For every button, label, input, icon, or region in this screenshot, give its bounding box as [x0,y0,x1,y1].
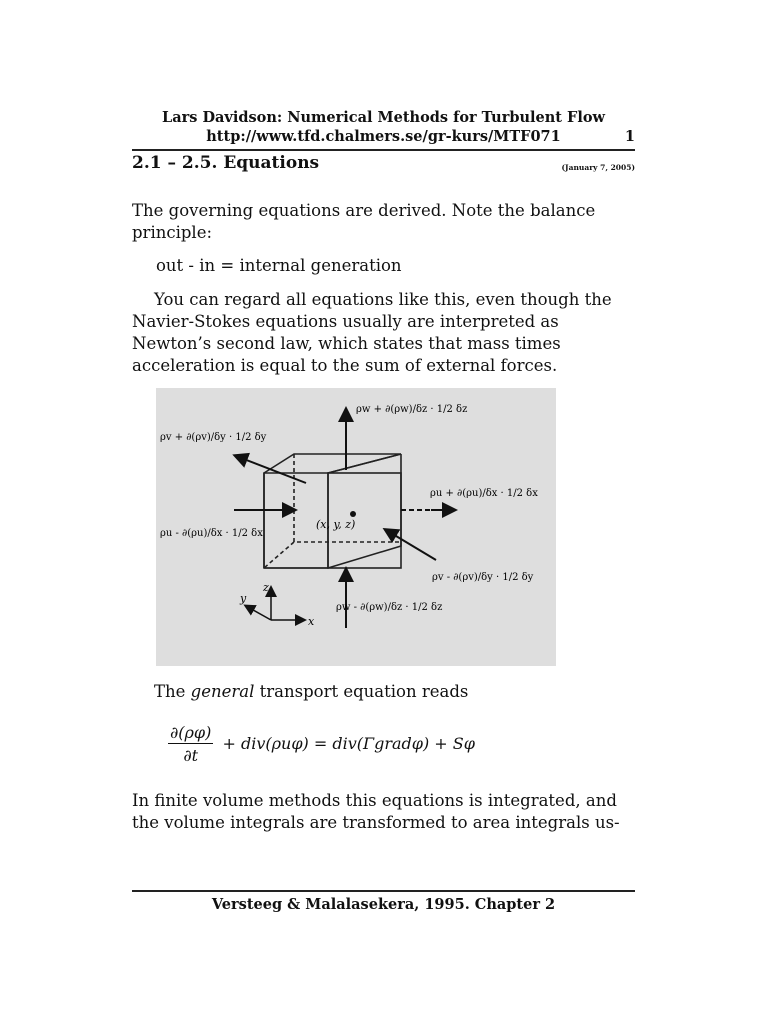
flux-top-label: ρw + ∂(ρw)/δz · 1/2 δz [356,404,468,415]
control-volume-figure [156,388,556,666]
transport-equation [168,723,475,765]
paragraph-navier-stokes: You can regard all equations like this, even though the Navier-Stokes equations usually are interpreted as Newton’s second law, which states that mass times acceleration is equal to the sum of external forces. [132,290,612,375]
center-point [350,511,356,517]
para3-before: The [154,682,191,701]
flux-bottom-label: ρw - ∂(ρw)/δz · 1/2 δz [336,602,443,613]
arrow-back [236,456,306,483]
flux-right-x-label: ρu + ∂(ρu)/δx · 1/2 δx [430,488,538,499]
footer-citation: Versteeg & Malalasekera, 1995. Chapter 2 [211,896,556,913]
equation-numerator: ∂(ρφ) [170,723,212,742]
cube-top-edge [328,454,401,473]
header-url: http://www.tfd.chalmers.se/gr-kurs/MTF071 [206,128,561,145]
footer-rule [132,890,635,892]
flux-back-y-label: ρv + ∂(ρv)/δy · 1/2 δy [160,432,267,443]
para3-after: transport equation reads [254,682,469,701]
control-volume-diagram [156,388,556,666]
equation-rhs: + div(ρuφ) = div(Γgradφ) + Sφ [222,733,475,753]
axis-y-label: y [240,592,247,605]
section-date: (January 7, 2005) [561,163,635,172]
header-url-line [132,127,635,146]
paragraph-intro: The governing equations are derived. Note the balance principle: [132,201,596,242]
axis-z-label: z [263,581,269,594]
para3-emphasis: general [190,682,255,701]
flux-left-x-label: ρu - ∂(ρu)/δx · 1/2 δx [160,528,263,539]
header-rule [132,149,635,151]
page-number: 1 [624,128,635,145]
axis-triad [246,588,304,620]
balance-principle: out - in = internal generation [156,256,402,275]
header-title: Lars Davidson: Numerical Methods for Turbulent Flow [162,109,605,126]
running-header [132,108,635,146]
equation-fraction [168,723,213,765]
paragraph-general [132,681,635,703]
paragraph-finite-volume: In finite volume methods this equations is integrated, and the volume integrals are transformed to area integrals us- [132,791,620,832]
arrow-front [386,530,436,560]
flux-front-y-label: ρv - ∂(ρv)/δy · 1/2 δy [432,572,534,583]
axis-x-label: x [308,615,315,628]
section-title: 2.1 – 2.5. Equations [132,153,320,173]
center-label: (x, y, z) [316,518,356,531]
equation-denominator: ∂t [183,746,199,765]
